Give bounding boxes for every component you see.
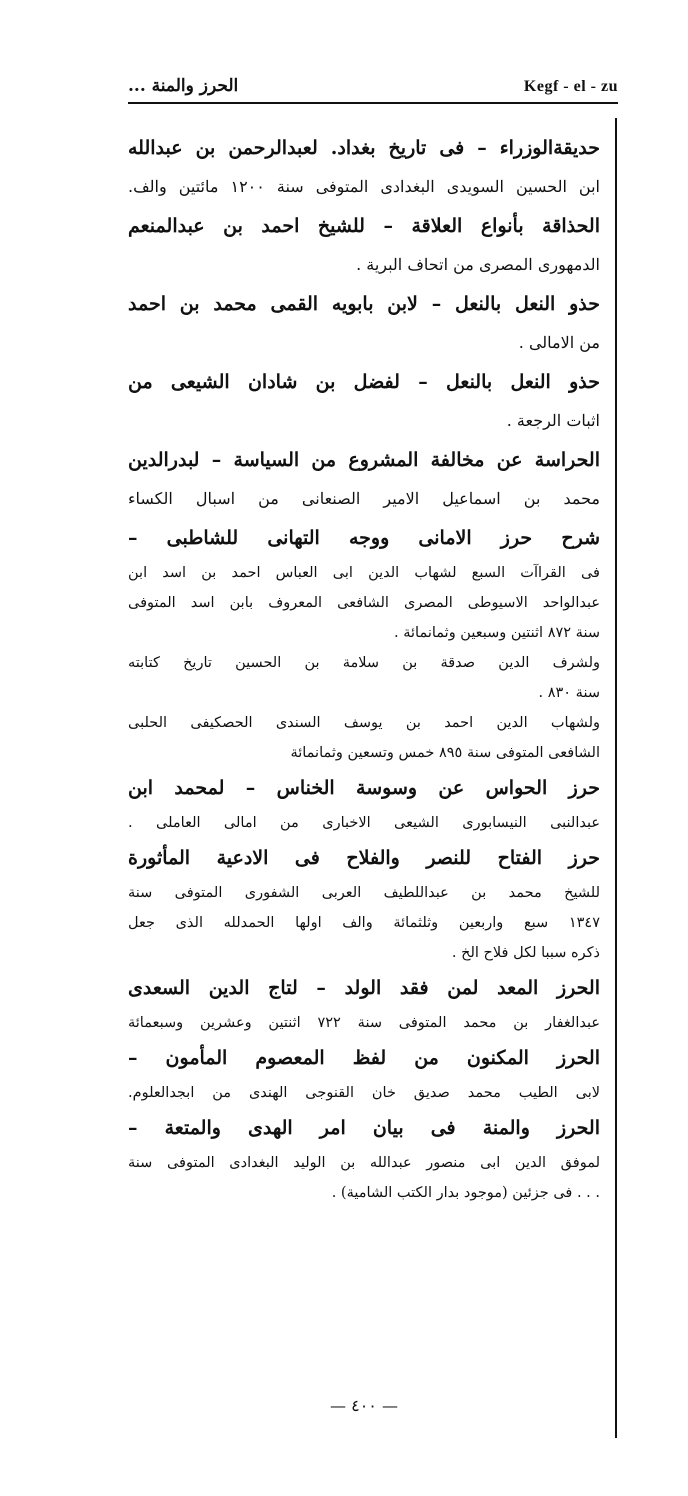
- entry-title: حذو النعل بالنعل – لفضل بن شادان الشيعى من: [128, 371, 600, 393]
- entry-text: ولشهاب الدين احمد بن يوسف السندى الحصكيفى الحلبى: [128, 715, 600, 731]
- entry-text: لموفق الدين ابى منصور عبدالله بن الوليد البغدادى المتوفى سنة: [128, 1155, 600, 1171]
- header-arabic-title: الحرز والمنة ...: [128, 76, 239, 96]
- entry-text: للشيخ محمد بن عبداللطيف العربى الشفورى المتوفى سنة: [128, 885, 600, 901]
- header-latin-title: Kegf - el - zu: [523, 78, 618, 95]
- entry-title: الحراسة عن مخالفة المشروع من السياسة – لبدرالدين: [128, 449, 600, 471]
- entry-text: محمد بن اسماعيل الامير الصنعانى من اسبال الكساء: [128, 489, 600, 508]
- entry-text: الدمهورى المصرى من اتحاف البرية .: [356, 255, 600, 274]
- entry-text: ابن الحسين السويدى البغدادى المتوفى سنة ١٢٠٠ مائتين والف.: [128, 177, 600, 196]
- entry-title: الحرز المعد لمن فقد الولد – لتاج الدين السعدى: [128, 977, 600, 999]
- margin-rule: [615, 118, 617, 1438]
- entry-title: حديقةالوزراء – فى تاريخ بغداد. لعبدالرحمن بن عبدالله: [128, 137, 600, 159]
- entry-title: حذو النعل بالنعل – لابن بابويه القمى محمد بن احمد: [128, 293, 600, 315]
- entry-text: عبدالنبى النيسابورى الشيعى الاخبارى من امالى العاملى .: [128, 815, 600, 831]
- entry-text: ولشرف الدين صدقة بن سلامة بن الحسين تاريخ كتابته: [128, 655, 600, 671]
- entry-title: حرز الحواس عن وسوسة الخناس – لمحمد ابن: [128, 777, 600, 799]
- entry-text: سنة ٨٣٠ .: [538, 685, 600, 701]
- entry-text: اثبات الرجعة .: [506, 411, 600, 430]
- entry-title: الحرز المكنون من لفظ المعصوم المأمون –: [128, 1047, 600, 1069]
- page-body: [128, 128, 600, 1208]
- page-number: — ٤٠٠ —: [330, 1396, 398, 1415]
- entry-text: . . . فى جزئين (موجود بدار الكتب الشامية) .: [331, 1185, 600, 1201]
- entry-title: حرز الفتاح للنصر والفلاح فى الادعية المأثورة: [128, 847, 600, 869]
- entry-title: شرح حرز الامانى ووجه التهانى للشاطبى –: [128, 527, 600, 549]
- entry-text: من الامالى .: [518, 333, 600, 352]
- entry-text: ١٣٤٧ سبع واربعين وثلثمائة والف اولها الحمدلله الذى جعل: [128, 915, 600, 931]
- running-header: [128, 62, 618, 96]
- entry-text: الشافعى المتوفى سنة ٨٩٥ خمس وتسعين وثمانمائة: [290, 745, 600, 761]
- entry-text: سنة ٨٧٢ اثنتين وسبعين وثمانمائة .: [394, 625, 600, 641]
- entry-text: لابى الطيب محمد صديق خان القنوجى الهندى من ابجدالعلوم.: [128, 1085, 600, 1101]
- entry-text: فى القراآت السبع لشهاب الدين ابى العباس احمد بن اسد ابن: [128, 565, 600, 581]
- entry-text: عبدالغفار بن محمد المتوفى سنة ٧٢٢ اثنتين وعشرين وسبعمائة: [128, 1015, 600, 1031]
- header-rule: [128, 102, 618, 104]
- entry-text: عبدالواحد الاسيوطى المصرى الشافعى المعروف بابن اسد المتوفى: [128, 595, 600, 611]
- entry-title: الحذاقة بأنواع العلاقة – للشيخ احمد بن عبدالمنعم: [128, 215, 600, 237]
- entry-text: ذكره سببا لكل فلاح الخ .: [451, 945, 600, 961]
- entry-title: الحرز والمنة فى بيان امر الهدى والمتعة –: [128, 1117, 600, 1139]
